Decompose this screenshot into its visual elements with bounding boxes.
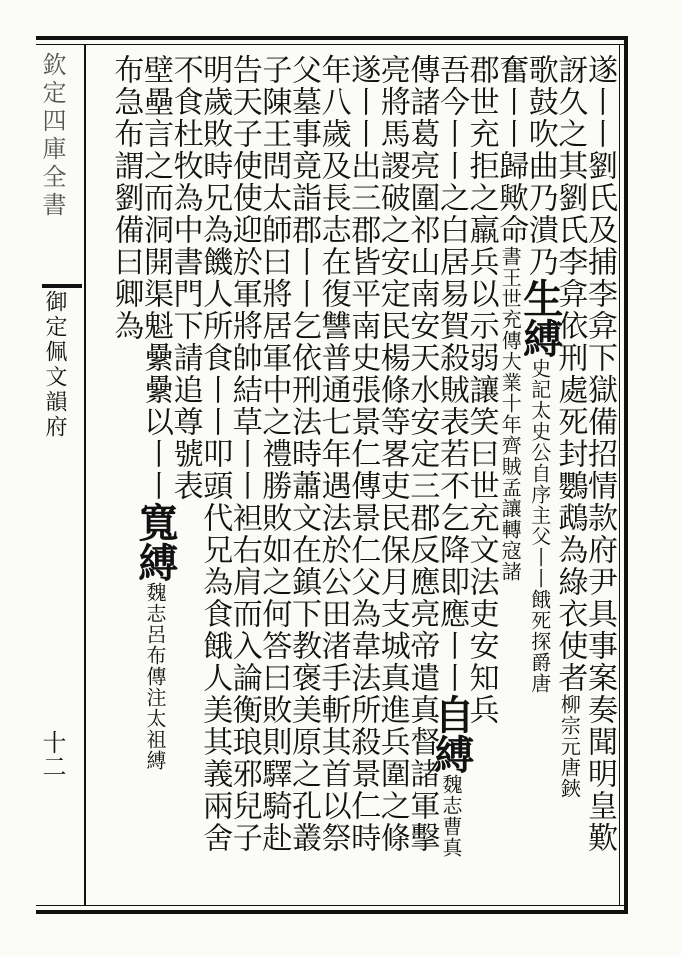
- frame-border-bottom-inner: [36, 905, 628, 906]
- frame-border-right-inner: [619, 44, 620, 906]
- body-text: 年八歲及長志在復讐普通七年遇法於公田渚手斬其首以祭: [315, 54, 351, 854]
- banxin-divider: [84, 44, 86, 906]
- headword: 生縛: [516, 278, 564, 358]
- fish-tail-mark: [42, 284, 82, 288]
- body-text: 明歲敗時兄為饑人所食丨丨叩頭代兄為食餓人美其義兩舍: [197, 54, 233, 854]
- frame-border-bottom: [36, 910, 628, 914]
- body-text: 父墓事竟詣郡丨丨乞依刑法時蕭文在鎮下教褒美原之孔叢: [286, 54, 321, 854]
- body-text: 不食杜牧為中書門下請追尊號表: [167, 54, 203, 502]
- annotation-text: 柳宗元唐鋏: [557, 694, 582, 799]
- margin-series-title: 欽定四庫全書: [38, 52, 66, 220]
- body-text: 傳諸葛亮圍祁山南安天水安定三郡反應亮帝遣真督諸軍擊: [404, 54, 440, 854]
- body-text: 告天子使使迎於軍將帥結草丨丨袒右肩而入論衡琅邪兒子: [226, 54, 262, 854]
- annotation-text: 史記太史公自序主父丨丨餓死探爵唐: [527, 358, 552, 694]
- headword: 自縛: [428, 694, 475, 774]
- annotation-text: 魏志呂布傳注太祖縛: [143, 582, 167, 771]
- body-text: 子陳王問太師曰將居軍中之禮勝敗如之何答曰敗則驛騎赴: [256, 54, 292, 854]
- body-text: 郡世充拒之羸兵以示弱讓笑曰世充文法吏安知兵: [463, 54, 499, 726]
- text-column: [108, 54, 142, 904]
- body-text: 歌鼓吹曲乃潰乃: [522, 54, 558, 278]
- body-text: 布急布謂劉備曰卿為: [108, 54, 144, 342]
- body-text: 奮丨丨歸歟命: [493, 54, 529, 246]
- body-text: 吾今丨丨之白居易賀殺賊表若不乞降即應丨丨: [434, 54, 469, 694]
- body-text: 壁壘言之而洞開渠魁纍纍以丨丨: [138, 54, 173, 502]
- annotation-text: 書王世充傳大業十年齊賊孟讓轉寇諸: [498, 246, 523, 582]
- body-text: 訝久之其劉氏李弇依刑處死封鸚鵡為綠衣使者: [552, 54, 588, 694]
- frame-border-top: [36, 36, 628, 40]
- headword: 寬縛: [132, 502, 179, 582]
- margin-book-title: 御定佩文韻府: [42, 290, 67, 440]
- frame-border-top-inner: [36, 44, 628, 45]
- body-text: 遂丨丨劉氏及捕李弇下獄備招情款府尹具事案奏聞明皇歎: [582, 54, 617, 854]
- body-text: 遂丨丨出三郡皆平南史張景仁傳景仁父為韋法所殺景仁時: [345, 54, 381, 854]
- annotation-text: 魏志曹真: [439, 774, 463, 858]
- frame-border-right: [624, 36, 628, 914]
- page-number: 十二: [38, 730, 66, 778]
- body-text: 亮將馬謖破之安定民楊條等畧吏民保月支城真進兵圍之條: [374, 54, 410, 854]
